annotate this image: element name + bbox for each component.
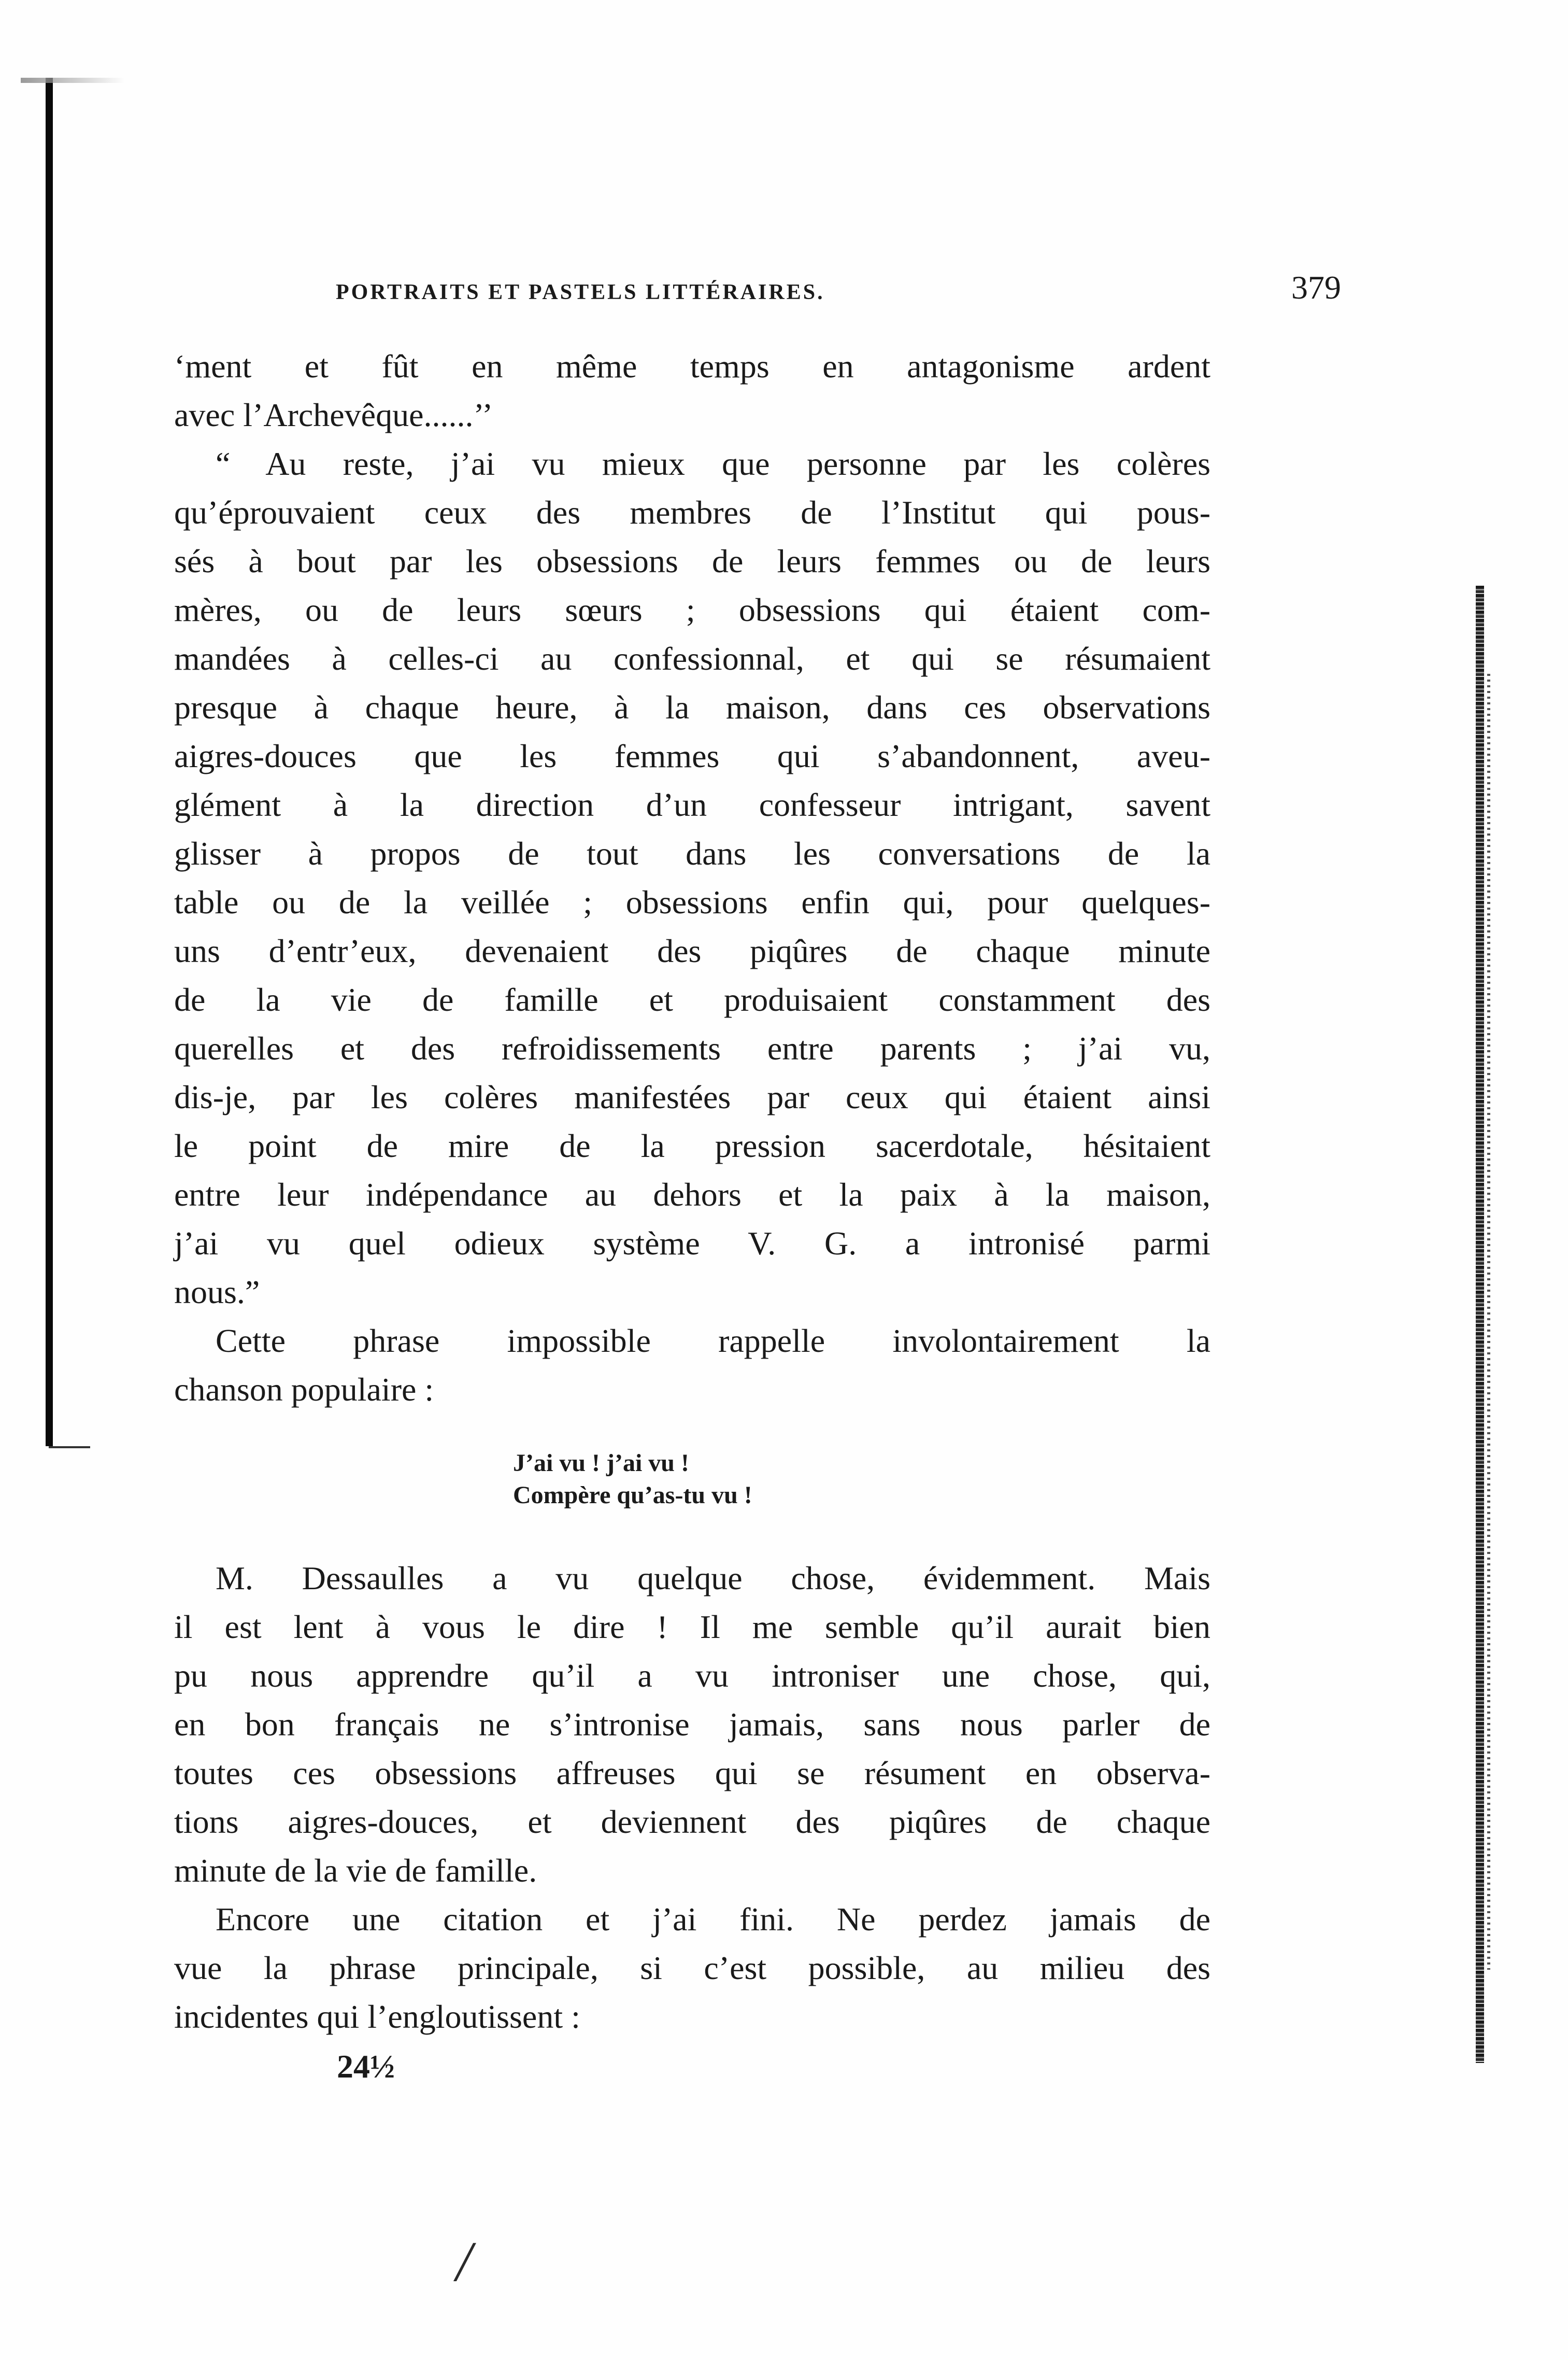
text-line: presque à chaque heure, à la maison, dans ces observations <box>174 689 1210 726</box>
body-text-lower <box>174 1554 1210 2041</box>
scan-binding-shadow-foot <box>49 1446 90 1448</box>
text-line: mères, ou de leurs sœurs ; obsessions qui étaient com- <box>174 591 1210 628</box>
scan-edge-noise-secondary <box>1487 674 1490 1970</box>
signature-mark: 24½ <box>337 2048 395 2085</box>
page-number: 379 <box>1291 269 1341 306</box>
text-line: qu’éprouvaient ceux des membres de l’Institut qui pous- <box>174 494 1210 531</box>
text-line: le point de mire de la pression sacerdotale, hésitaient <box>174 1127 1210 1164</box>
text-line: glément à la direction d’un confesseur intrigant, savent <box>174 786 1210 823</box>
verse-line: Compère qu’as-tu vu ! <box>513 1481 752 1509</box>
text-line: tions aigres-douces, et deviennent des piqûres de chaque <box>174 1803 1210 1840</box>
scan-edge-noise <box>1476 586 1484 2063</box>
running-header <box>336 264 1351 311</box>
text-line: il est lent à vous le dire ! Il me semble qu’il aurait bien <box>174 1608 1210 1645</box>
text-line: glisser à propos de tout dans les conversations de la <box>174 835 1210 872</box>
text-line: vue la phrase principale, si c’est possible, au milieu des <box>174 1949 1210 1986</box>
text-line: j’ai vu quel odieux système V. G. a intronisé parmi <box>174 1225 1210 1262</box>
text-line: ‘ment et fût en même temps en antagonisme ardent <box>174 348 1210 385</box>
text-line: sés à bout par les obsessions de leurs femmes ou de leurs <box>174 543 1210 580</box>
text-line: nous.” <box>174 1274 260 1310</box>
running-header-title: PORTRAITS ET PASTELS LITTÉRAIRES. <box>336 280 825 304</box>
text-line: querelles et des refroidissements entre parents ; j’ai vu, <box>174 1030 1210 1067</box>
text-line: toutes ces obsessions affreuses qui se résument en observa- <box>174 1755 1210 1791</box>
scan-binding-shadow <box>46 78 53 1446</box>
stray-ink-mark: / <box>456 2230 472 2293</box>
text-line: uns d’entr’eux, devenaient des piqûres de chaque minute <box>174 932 1210 969</box>
text-line: Cette phrase impossible rappelle involontairement la <box>216 1322 1210 1359</box>
text-line: de la vie de famille et produisaient constamment des <box>174 981 1210 1018</box>
text-line: chanson populaire : <box>174 1371 434 1408</box>
text-line: en bon français ne s’intronise jamais, sans nous parler de <box>174 1706 1210 1743</box>
verse-quote <box>513 1447 1031 1511</box>
scan-smudge <box>21 78 124 83</box>
text-line: entre leur indépendance au dehors et la paix à la maison, <box>174 1176 1210 1213</box>
verse-line: J’ai vu ! j’ai vu ! <box>513 1449 689 1477</box>
text-line: minute de la vie de famille. <box>174 1852 537 1889</box>
text-line: avec l’Archevêque......’’ <box>174 397 493 433</box>
text-line: M. Dessaulles a vu quelque chose, évidemment. Mais <box>216 1560 1210 1596</box>
text-line: Encore une citation et j’ai fini. Ne perdez jamais de <box>216 1901 1210 1938</box>
text-line: “ Au reste, j’ai vu mieux que personne par les colères <box>216 445 1210 482</box>
text-line: table ou de la veillée ; obsessions enfin qui, pour quelques- <box>174 884 1210 921</box>
text-line: incidentes qui l’engloutissent : <box>174 1998 580 2035</box>
body-text-upper <box>174 342 1210 1414</box>
text-line: dis-je, par les colères manifestées par ceux qui étaient ainsi <box>174 1079 1210 1115</box>
text-line: pu nous apprendre qu’il a vu introniser une chose, qui, <box>174 1657 1210 1694</box>
text-line: aigres-douces que les femmes qui s’abandonnent, aveu- <box>174 738 1210 774</box>
text-line: mandées à celles-ci au confessionnal, et qui se résumaient <box>174 640 1210 677</box>
